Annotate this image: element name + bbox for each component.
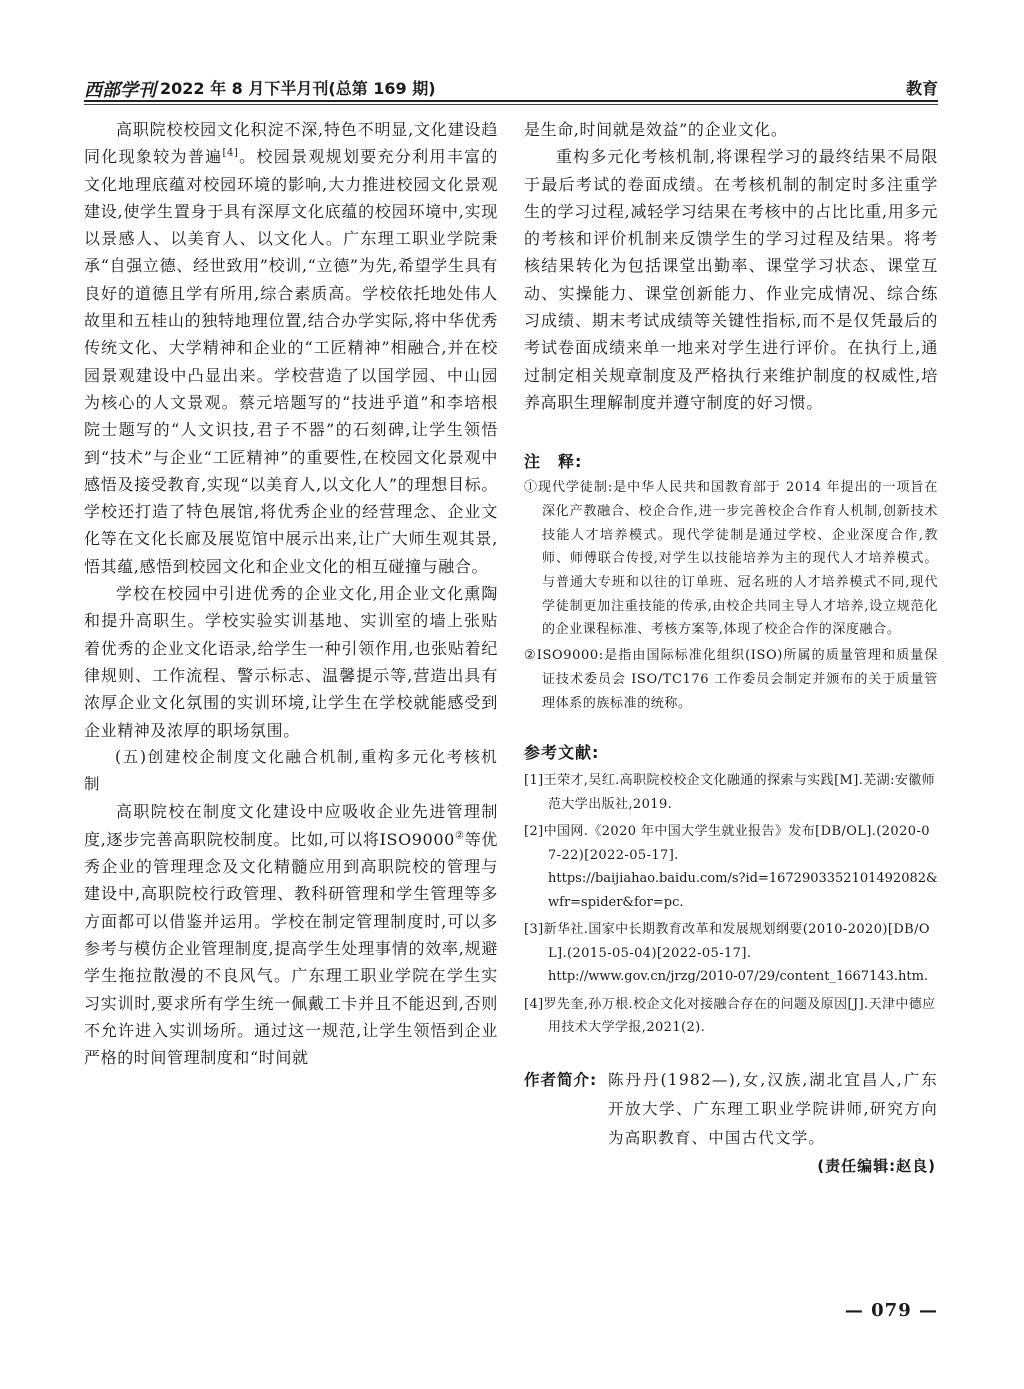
right-column [524,116,938,1176]
header-rule-thin [84,104,938,105]
paragraph: 学校在校园中引进优秀的企业文化,用企业文化熏陶和提升高职生。学校实验实训基地、实训室的墙上张贴着优秀的企业文化语录,给学生一种引领作用,也张贴着纪律规则、工作流程、警示标志、温馨提示等,营造出具有浓厚企业文化氛围的实训环境,让学生在学校就能感受到企业精神及浓厚的职场氛围。 [84,584,498,740]
notes-heading: 注 释: [524,452,583,472]
footnote-ref[interactable]: ② [454,830,465,842]
author-label: 作者简介: [524,1070,598,1089]
left-column [84,116,498,1071]
references-heading: 参考文献: [524,743,600,763]
reference-item: [1]王荣才,吴红.高职院校校企文化融通的探索与实践[M].芜湖:安徽师范大学出版社,2019. [524,773,936,812]
paragraph: 高职院校在制度文化建设中应吸收企业先进管理制度,逐步完善高职院校制度。比如,可以将ISO9000②等优秀企业的管理理念及文化精髓应用到高职院校的管理与建设中,高职院校行政管理、教科研管理和学生管理等多方面都可以借鉴并运用。学校在制定管理制度时,可以多参考与模仿企业管理制度,提高学生处理事情的效率,规避学生拖拉散漫的不良风气。广东理工职业学院在学生实习实训时,要求所有学生统一佩戴工卡并且不能迟到,否则不允许进入实训场所。通过这一规范,让学生领悟到企业严格的时间管理制度和“时间就 [84,802,498,1068]
reference-item: [2]中国网.《2020 年中国大学生就业报告》发布[DB/OL].(2020-07-22)[2022-05-17]. https://baijiahao.baidu.com/s?id=1672903352101492082&wfr=spider&for=pc. [524,820,938,914]
page-number: — 079 — [844,1300,938,1321]
responsible-editor: (责任编辑:赵良) [817,1156,936,1175]
paragraph: 是生命,时间就是效益”的企业文化。 [524,120,788,139]
reference-item: [4]罗先奎,孙万根.校企文化对接融合存在的问题及原因[J].天津中德应用技术大学学报,2021(2). [524,996,936,1036]
paragraph: 高职院校校园文化积淀不深,特色不明显,文化建设趋同化现象较为普遍[4]。校园景观规划要充分利用丰富的文化地理底蕴对校园环境的影响,大力推进校园文化景观建设,使学生置身于具有深厚文化底蕴的校园环境中,实现以景感人、以美育人、以文化人。广东理工职业学院秉承“自强立德、经世致用”校训,“立德”为先,希望学生具有良好的道德且学有所用,综合素质高。学校依托地处伟人故里和五桂山的独特地理位置,结合办学实际,将中华优秀传统文化、大学精神和企业的“工匠精神”相融合,并在校园景观建设中凸显出来。学校营造了以国学园、中山园为核心的人文景观。蔡元培题写的“技进乎道”和李培根院士题写的“人文识技,君子不器”的石刻碑,让学生领悟到“技术”与企业“工匠精神”的重要性,在校园文化景观中感悟及接受教育,实现“以美育人,以文化人”的理想目标。学校还打造了特色展馆,将优秀企业的经营理念、企业文化等在文化长廊及展览馆中展示出来,让广大师生观其景,悟其蕴,感悟到校园文化和企业文化的相互碰撞与融合。 [84,120,498,576]
running-header [84,72,938,102]
citation-ref[interactable]: [4] [222,147,239,159]
issue-info: 2022 年 8 月下半月刊(总第 169 期) [160,79,436,98]
note-item: ②ISO9000:是指由国际标准化组织(ISO)所属的质量管理和质量保证技术委员会 ISO/TC176 工作委员会制定并颁布的关于质量管理体系的族标准的统称。 [524,648,938,711]
reference-url[interactable]: http://www.gov.cn/jrzg/2010-07/29/content_1667143.htm. [548,969,929,985]
journal-logo: 西部学刊 [84,80,156,101]
reference-item: [3]新华社.国家中长期教育改革和发展规划纲要(2010-2020)[DB/OL].(2015-05-04)[2022-05-17]. http://www.gov.cn/jrzg/2010-07/29/content_1667143.htm. [524,918,938,989]
paragraph: 重构多元化考核机制,将课程学习的最终结果不局限于最后考试的卷面成绩。在考核机制的制定时多注重学生的学习过程,减轻学习结果在考核中的占比比重,用多元的考核和评价机制来反馈学生的学习过程及结果。将考核结果转化为包括课堂出勤率、课堂学习状态、课堂互动、实操能力、课堂创新能力、作业完成情况、综合练习成绩、期末考试成绩等关键性指标,而不是仅凭最后的考试卷面成绩来单一地来对学生进行评价。在执行上,通过制定相关规章制度及严格执行来维护制度的权威性,培养高职生理解制度并遵守制度的好习惯。 [524,147,938,412]
section-name: 教育 [905,79,938,98]
author-bio: 陈丹丹(1982—),女,汉族,湖北宜昌人,广东开放大学、广东理工职业学院讲师,研究方向为高职教育、中国古代文学。 [608,1070,938,1147]
section-heading: (五)创建校企制度文化融合机制,重构多元化考核机制 [84,747,498,794]
author-info [524,1066,938,1153]
reference-url[interactable]: https://baijiahao.baidu.com/s?id=1672903352101492082&wfr=spider&for=pc. [548,871,938,910]
header-rule [84,100,938,102]
note-item: ①现代学徒制:是中华人民共和国教育部于 2014 年提出的一项旨在深化产教融合、校企合作,进一步完善校企合作育人机制,创新技术技能人才培养模式。现代学徒制是通过学校、企业深度合作,教师、师傅联合传授,对学生以技能培养为主的现代人才培养模式。与普通大专班和以往的订单班、冠名班的人才培养模式不同,现代学徒制更加注重技能的传承,由校企共同主导人才培养,设立规范化的企业课程标准、考核方案等,体现了校企合作的深度融合。 [524,480,938,638]
